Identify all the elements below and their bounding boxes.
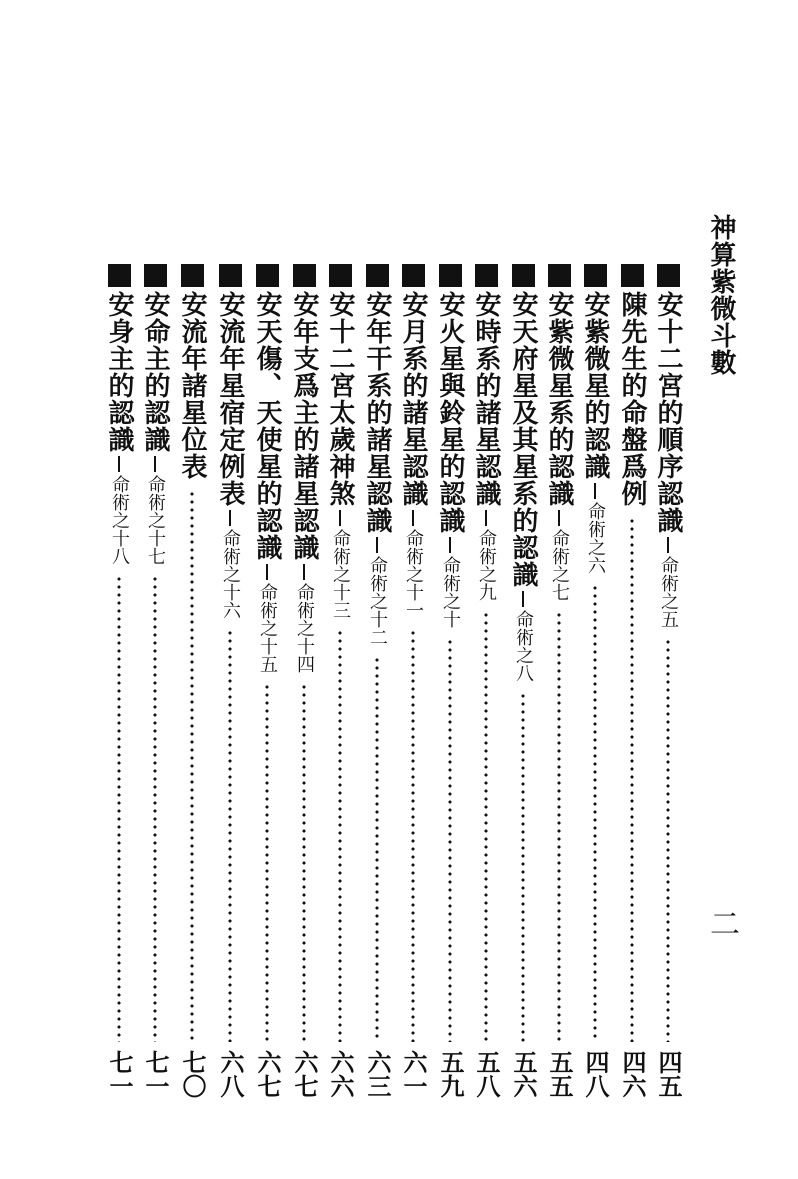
entry-subtitle: 命術之十七 [145,475,166,565]
entry-title: 安流年諸星位表 [177,291,207,480]
bullet-square-icon [366,264,389,287]
bullet-square-icon [181,264,204,287]
bullet-square-icon [475,264,498,287]
dash-separator [118,456,120,472]
entry-subtitle: 命術之十二 [367,556,388,646]
entry-title: 安天傷、天使星的認識 [252,291,282,561]
entry-subtitle: 命術之七 [549,529,570,601]
entry-title: 安年干系的諸星認識 [362,291,392,534]
dot-leader [630,517,634,1042]
dash-separator [594,483,596,499]
dot-leader [521,692,525,1042]
bullet-square-icon [584,264,607,287]
dash-separator [154,456,156,472]
toc-entry[interactable] [359,264,395,1098]
dot-leader [666,638,670,1042]
toc-entry[interactable] [650,264,686,1098]
dot-leader [153,575,157,1042]
entry-title: 安十二宮的順序認識 [653,291,683,534]
dash-separator [303,564,305,580]
bullet-square-icon [219,264,242,287]
entry-title: 安紫微星系的認識 [544,291,574,507]
entry-page: 五五 [545,1050,574,1098]
dot-leader [338,629,342,1042]
entry-title: 安年支爲主的諸星認識 [289,291,319,561]
entry-subtitle: 命術之九 [476,529,497,601]
entry-page: 六七 [253,1050,282,1098]
entry-page: 六三 [363,1050,392,1098]
toc-entry[interactable] [212,264,248,1098]
bullet-square-icon [402,264,425,287]
bullet-square-icon [512,264,535,287]
dot-leader [190,490,194,1042]
entry-subtitle: 命術之十五 [257,583,278,673]
entry-page: 四五 [654,1050,683,1098]
bullet-square-icon [621,264,644,287]
entry-subtitle: 命術之十一 [403,529,424,619]
dash-separator [376,537,378,553]
toc-entry[interactable] [541,264,577,1098]
dot-leader [117,575,121,1042]
dash-separator [558,510,560,526]
entry-subtitle: 命術之十 [440,556,461,628]
bullet-square-icon [144,264,167,287]
entry-page: 六六 [326,1050,355,1098]
entry-subtitle: 命術之十四 [294,583,315,673]
toc-entry[interactable] [137,264,173,1098]
entry-page: 六八 [216,1050,245,1098]
entry-page: 六七 [290,1050,319,1098]
toc-entry[interactable] [505,264,541,1098]
entry-subtitle: 命術之十八 [109,475,130,565]
dash-separator [485,510,487,526]
dot-leader [265,683,269,1042]
toc-entry[interactable] [468,264,504,1098]
entry-page: 五六 [509,1050,538,1098]
dot-leader [375,656,379,1042]
page-number: 二 [704,908,739,938]
entry-subtitle: 命術之五 [658,556,679,628]
toc-entry[interactable] [432,264,468,1098]
entry-page: 五八 [472,1050,501,1098]
entry-subtitle: 命術之八 [513,610,534,682]
dot-leader [557,611,561,1042]
toc-entry[interactable] [174,264,210,1098]
toc-entry[interactable] [286,264,322,1098]
entry-subtitle: 命術之十六 [220,529,241,619]
bullet-square-icon [657,264,680,287]
entry-title: 安十二宮太歲神煞 [325,291,355,507]
entry-page: 五九 [436,1050,465,1098]
dot-leader [593,584,597,1042]
dot-leader [411,629,415,1042]
bullet-square-icon [548,264,571,287]
running-header-title: 神算紫微斗數 [706,214,736,376]
entry-title: 安命主的認識 [140,291,170,453]
bullet-square-icon [293,264,316,287]
toc-entry[interactable] [322,264,358,1098]
bullet-square-icon [439,264,462,287]
entry-page: 七一 [105,1050,134,1098]
dot-leader [302,683,306,1042]
bullet-square-icon [329,264,352,287]
dash-separator [667,537,669,553]
entry-page: 六一 [399,1050,428,1098]
dash-separator [449,537,451,553]
entry-title: 陳先生的命盤爲例 [617,291,647,507]
entry-title: 安身主的認識 [104,291,134,453]
toc-entry[interactable] [395,264,431,1098]
dot-leader [448,638,452,1042]
dash-separator [339,510,341,526]
dot-leader [228,629,232,1042]
toc-entry[interactable] [101,264,137,1098]
bullet-square-icon [256,264,279,287]
entry-title: 安天府星及其星系的認識 [508,291,538,588]
entry-subtitle: 命術之六 [585,502,606,574]
entry-page: 七〇 [178,1050,207,1098]
toc-entry[interactable] [249,264,285,1098]
entry-title: 安火星與鈴星的認識 [435,291,465,534]
dash-separator [412,510,414,526]
entry-page: 四八 [581,1050,610,1098]
bullet-square-icon [108,264,131,287]
entry-page: 七一 [141,1050,170,1098]
entry-title: 安月系的諸星認識 [398,291,428,507]
toc-entry[interactable] [577,264,613,1098]
entry-title: 安紫微星的認識 [580,291,610,480]
dash-separator [266,564,268,580]
entry-page: 四六 [618,1050,647,1098]
entry-subtitle: 命術之十三 [330,529,351,619]
entry-title: 安時系的諸星認識 [471,291,501,507]
dot-leader [484,611,488,1042]
toc-entry[interactable] [614,264,650,1098]
dash-separator [229,510,231,526]
entry-title: 安流年星宿定例表 [215,291,245,507]
dash-separator [522,591,524,607]
